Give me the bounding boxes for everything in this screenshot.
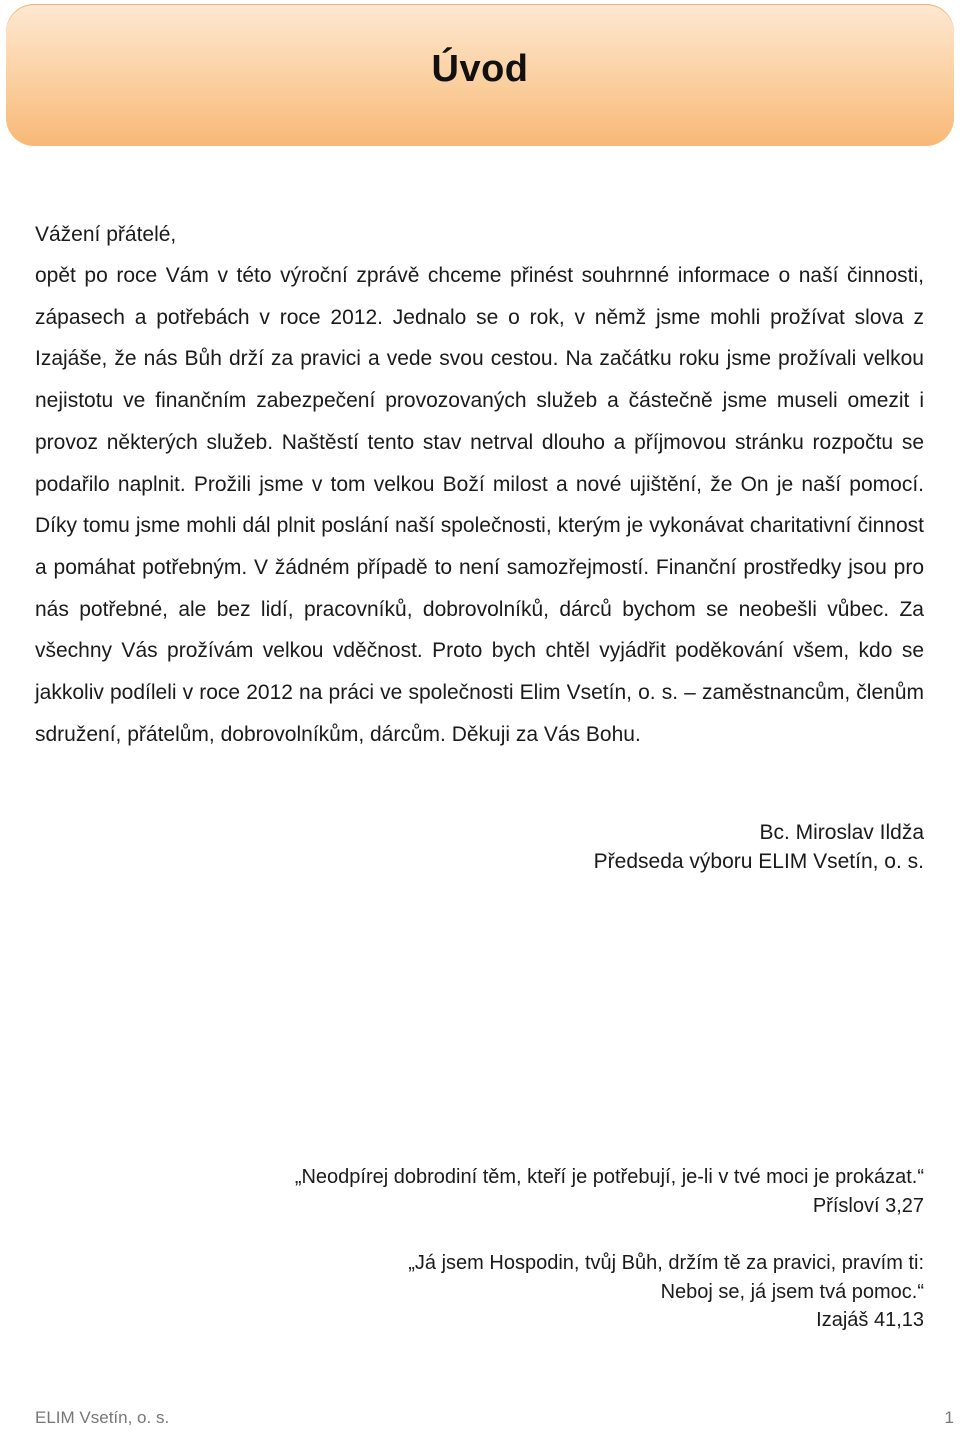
- footer-page-number: 1: [944, 1408, 954, 1427]
- quote-proverbs: [295, 1163, 924, 1220]
- quote-line: „Neodpírej dobrodiní těm, kteří je potřebují, je-li v tvé moci je prokázat.“: [294, 1166, 924, 1188]
- quote-source: Izajáš 41,13: [816, 1309, 924, 1331]
- quote-source: Přísloví 3,27: [812, 1194, 924, 1217]
- letter-body: opět po roce Vám v této výroční zprávě chceme přinést souhrnné informace o naší činnosti, zápasech a potřebách v roce 2012. Jednalo se o rok, v němž jsme mohli prožívat slova z Izajáše, že nás Bůh drží za pravici a vede svou cestou. Na začátku roku jsme prožívali velkou nejistotu ve finančním zabezpečení provozovaných služeb a částečně jsme museli omezit i provoz některých služeb. Naštěstí tento stav netrval dlouho a příjmovou stránku rozpočtu se podařilo naplnit. Prožili jsme v tom velkou Boží milost a nové ujištění, že On je naší pomocí. Díky tomu jsme mohli dál plnit poslání naší společnosti, kterým je vykonávat charitativní činnost a pomáhat potřebným. V žádném případě to není samozřejmostí. Finanční prostředky jsou pro nás potřebné, ale bez lidí, pracovníků, dobrovolníků, dárců bychom se neobešli vůbec. Za všechny Vás prožívám velkou vděčnost. Proto bych chtěl vyjádřit poděkování všem, kdo se jakkoliv podíleli v roce 2012 na práci ve společnosti Elim Vsetín, o. s. – zaměstnancům, členům sdružení, přátelům, dobrovolníkům, dárcům. Děkuji za Vás Bohu.: [35, 264, 924, 746]
- footer-organization: ELIM Vsetín, o. s.: [35, 1408, 170, 1427]
- quote-line: „Já jsem Hospodin, tvůj Bůh, držím tě za pravici, pravím ti:: [408, 1252, 924, 1274]
- signature-name: Bc. Miroslav Ildža: [759, 821, 924, 844]
- quote-isaiah: [408, 1249, 924, 1335]
- page-title: Úvod: [431, 48, 529, 90]
- letter-greeting: Vážení přátelé,: [35, 223, 177, 246]
- signature: [594, 818, 924, 876]
- quote-line: Neboj se, já jsem tvá pomoc.“: [660, 1280, 924, 1303]
- signature-role: Předseda výboru ELIM Vsetín, o. s.: [593, 850, 924, 873]
